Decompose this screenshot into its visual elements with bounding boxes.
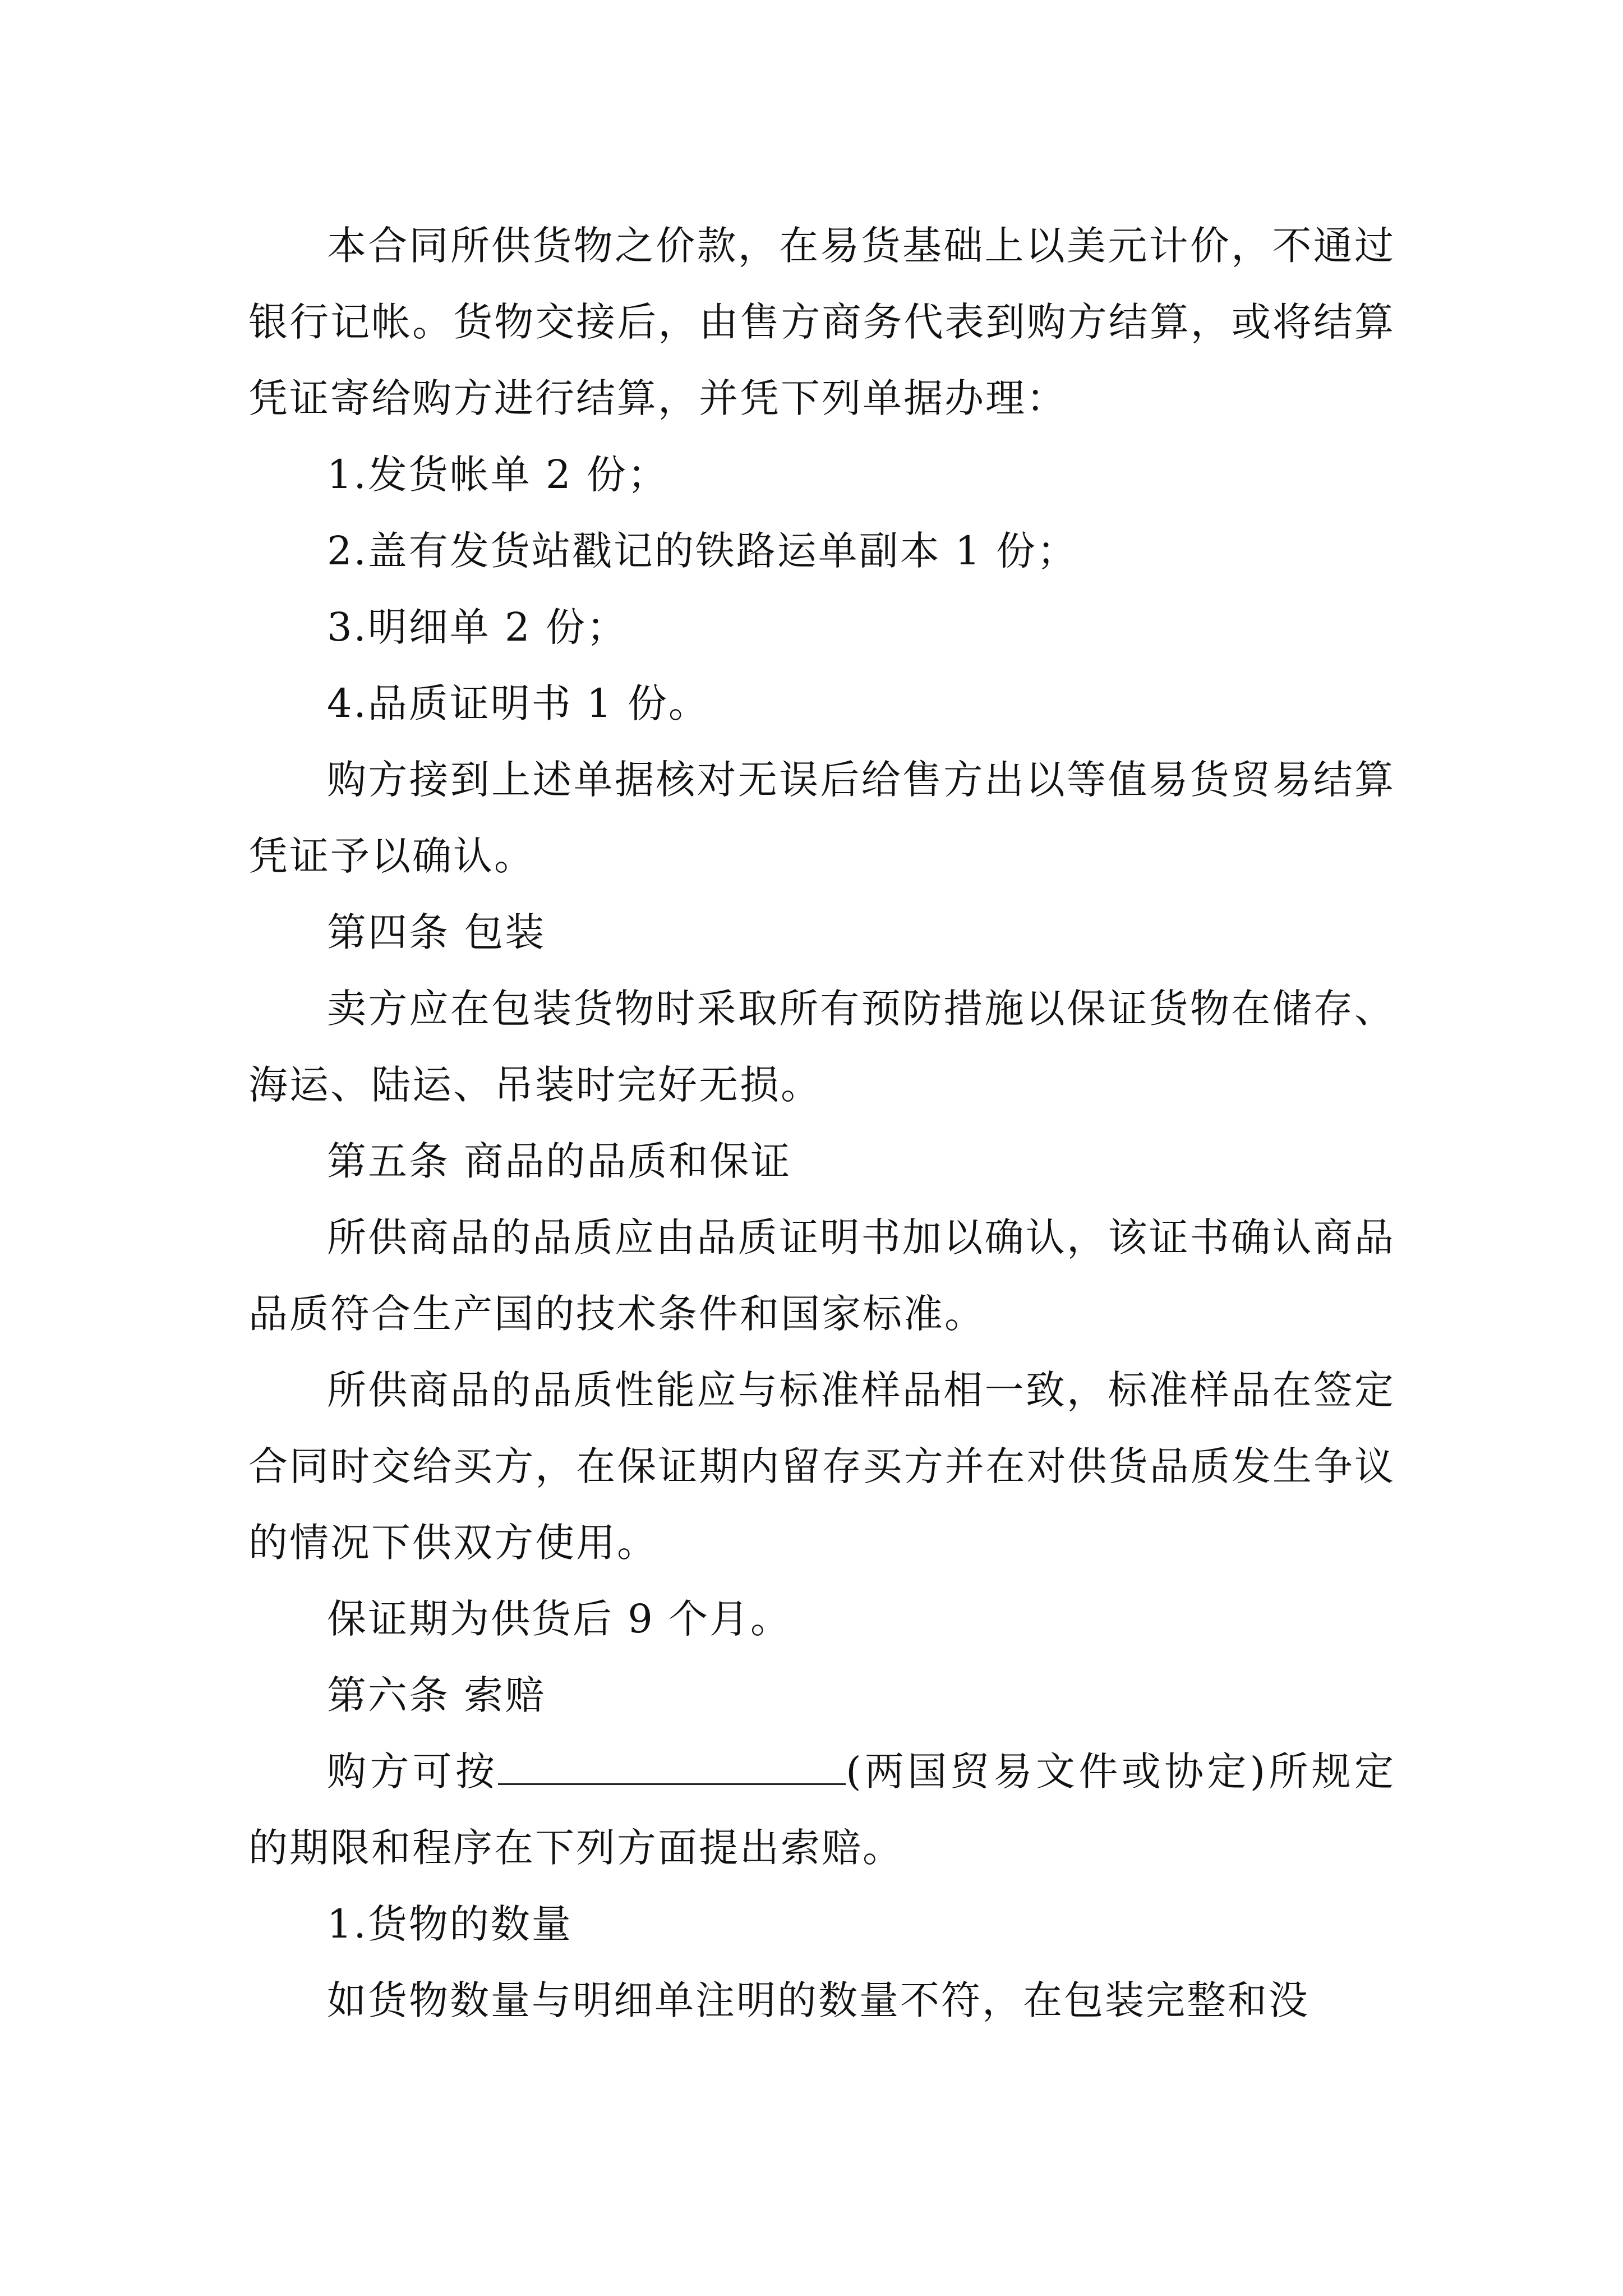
heading-article-6: 第六条 索赔 — [327, 1672, 546, 1718]
list-item-quality-certificate: 4.品质证明书 1 份。 — [327, 680, 709, 726]
paragraph-quality-confirmation: 所供商品的品质应由品质证明书加以确认，该证书确认商品品质符合生产国的技术条件和国家标准。 — [248, 1214, 1395, 1337]
paragraph-claim-terms — [248, 1733, 1395, 1886]
paragraph-warranty-period: 保证期为供货后 9 个月。 — [327, 1596, 792, 1642]
document-body — [248, 208, 1395, 2039]
heading-article-4: 第四条 包装 — [327, 909, 546, 955]
list-item-railway-waybill: 2.盖有发货站戳记的铁路运单副本 1 份； — [327, 528, 1078, 574]
paragraph-quantity-discrepancy: 如货物数量与明细单注明的数量不符，在包装完整和没 — [327, 1977, 1310, 2023]
heading-article-5: 第五条 商品的品质和保证 — [327, 1138, 792, 1184]
paragraph-standard-sample: 所供商品的品质性能应与标准样品相一致，标准样品在签定合同时交给买方，在保证期内留存买方并在对供货品质发生争议的情况下供双方使用。 — [248, 1367, 1395, 1566]
list-item-invoice: 1.发货帐单 2 份； — [327, 452, 668, 498]
paragraph-confirmation: 购方接到上述单据核对无误后给售方出以等值易货贸易结算凭证予以确认。 — [248, 757, 1395, 879]
paragraph-packing: 卖方应在包装货物时采取所有预防措施以保证货物在储存、海运、陆运、吊装时完好无损。 — [248, 986, 1395, 1108]
fill-in-blank — [498, 1750, 846, 1785]
subheading-goods-quantity: 1.货物的数量 — [327, 1901, 573, 1947]
paragraph-payment-terms: 本合同所供货物之价款，在易货基础上以美元计价，不通过银行记帐。货物交接后，由售方商务代表到购方结算，或将结算凭证寄给购方进行结算，并凭下列单据办理： — [248, 223, 1395, 421]
list-item-specification: 3.明细单 2 份； — [327, 604, 628, 650]
claim-text-before: 购方可按 — [327, 1749, 499, 1795]
claim-text-after: (两国贸易文件或协定)所规定的期限和程序在下列方面提出索赔。 — [248, 1749, 1395, 1871]
